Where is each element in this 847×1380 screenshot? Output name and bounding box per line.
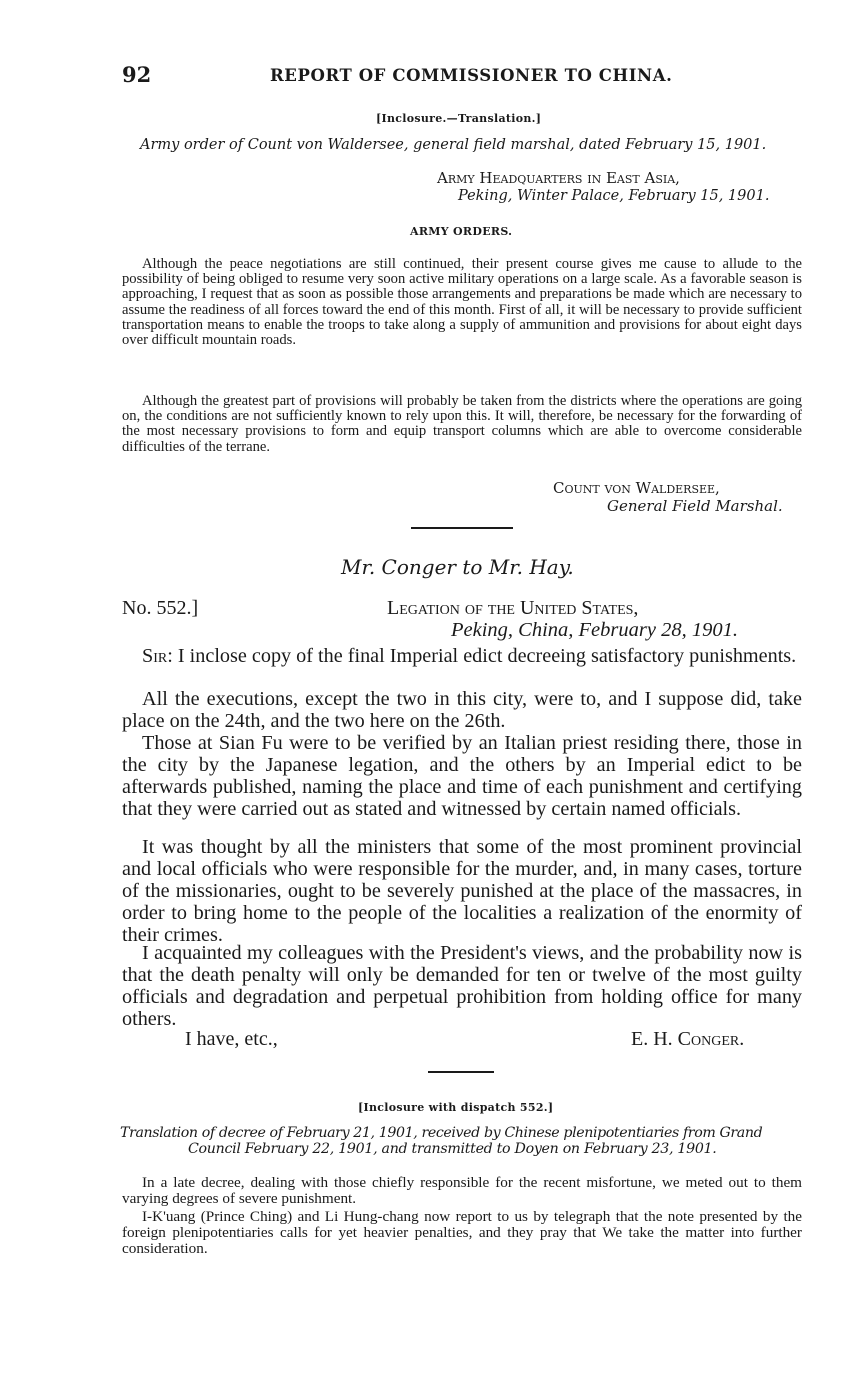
army-hq-date: Peking, Winter Palace, February 15, 1901. (458, 188, 770, 204)
waldersee-signature-name: Count von Waldersee, (553, 479, 720, 497)
army-order-title: Army order of Count von Waldersee, general field marshal, dated February 15, 1901. (140, 137, 767, 153)
letter-closing: I have, etc., (185, 1028, 278, 1050)
decree-title-line-2: Council February 22, 1901, and transmitted to Doyen on February 23, 1901. (188, 1141, 717, 1157)
section-divider-2 (428, 1071, 494, 1073)
legation-line: Legation of the United States, (387, 597, 639, 619)
letter-paragraph-4: It was thought by all the ministers that some of the most prominent provincial and local officials who were responsible for the murder, and, in many cases, torture of the missionaries, ought to be severely punished at the place of the massacres, in order to bring home to the people of the localities a realization of the enormity of their crimes. (122, 836, 802, 946)
letter-paragraph-1 (122, 645, 802, 667)
running-title: REPORT OF COMMISSIONER TO CHINA. (270, 66, 673, 85)
salutation: Sir: (142, 645, 173, 667)
army-hq-line: Army Headquarters in East Asia, (437, 169, 680, 187)
letter-paragraph-1-text: I inclose copy of the final Imperial edict decreeing satisfactory punishments. (177, 645, 797, 667)
inclosure-2-label: [Inclosure with dispatch 552.] (358, 1101, 554, 1114)
conger-signature: E. H. Conger. (631, 1028, 745, 1050)
letter-paragraph-5: I acquainted my colleagues with the President's views, and the probability now is that the death penalty will only be demanded for ten or twelve of the most guilty officials and degradation and perpetual prohibition from holding office for many others. (122, 942, 802, 1030)
waldersee-signature-title: General Field Marshal. (607, 497, 783, 515)
letter-heading: Mr. Conger to Mr. Hay. (341, 555, 574, 579)
decree-title-line-1: Translation of decree of February 21, 1901, received by Chinese plenipotentiaries from Grand (120, 1125, 763, 1141)
letter-paragraph-3: Those at Sian Fu were to be verified by an Italian priest residing there, those in the city by the Japanese legation, and the others by an Imperial edict to be afterwards published, naming the place and time of each punishment and certifying that they were carried out as stated and witnessed by certain named officials. (122, 732, 802, 820)
legation-date: Peking, China, February 28, 1901. (451, 619, 738, 641)
page-number: 92 (122, 62, 152, 87)
letter-paragraph-2: All the executions, except the two in this city, were to, and I suppose did, take place on the 24th, and the two here on the 26th. (122, 688, 802, 732)
decree-paragraph-1: In a late decree, dealing with those chiefly responsible for the recent misfortune, we meted out to them varying degrees of severe punishment. (122, 1174, 802, 1207)
army-order-paragraph-1: Although the peace negotiations are still continued, their present course gives me cause to allude to the possibility of being obliged to resume very soon active military operations on a large scale. As a favorable season is approaching, I request that as soon as possible those arrangements and preparations be made which are necessary to assume the readiness of all forces toward the end of this month. First of all, it will be necessary to provide sufficient transportation means to enable the troops to take along a supply of ammunition and provisions for about eight days over difficult mountain roads. (122, 256, 802, 349)
dispatch-number: No. 552.] (122, 597, 199, 619)
section-divider-1 (411, 527, 513, 529)
decree-paragraph-2: I-K'uang (Prince Ching) and Li Hung-chang now report to us by telegraph that the note presented by the foreign plenipotentiaries calls for yet heavier penalties, and they pray that We take the matter into further consideration. (122, 1208, 802, 1257)
army-orders-heading: ARMY ORDERS. (410, 225, 513, 238)
inclosure-label: [Inclosure.—Translation.] (376, 112, 542, 125)
army-order-paragraph-2: Although the greatest part of provisions will probably be taken from the districts where the operations are going on, the conditions are not sufficiently known to rely upon this. It will, therefore, be necessary for the forwarding of the most necessary provisions to form and equip transport columns which are able to overcome considerable difficulties of the terrane. (122, 393, 802, 455)
